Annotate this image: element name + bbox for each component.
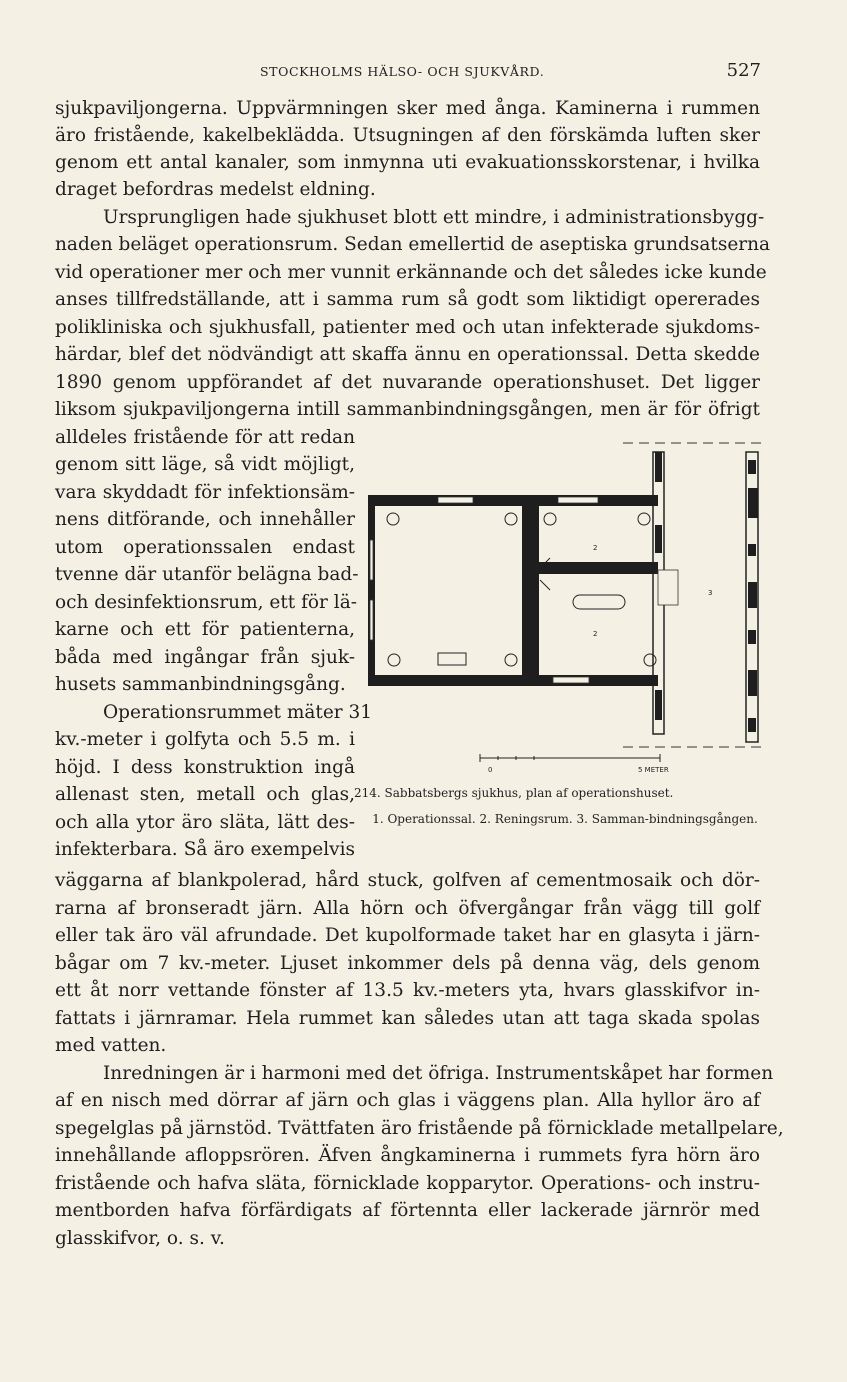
text-line: utom operationssalen endast — [55, 537, 355, 558]
text-line: fristående och hafva släta, förnicklade kopparytor. Operations- och instru- — [55, 1173, 760, 1194]
text-line: husets sammanbindningsgång. — [55, 674, 346, 695]
text-line: äro fristående, kakelbeklädda. Utsugningen af den förskämda luften sker — [55, 125, 760, 146]
running-title: STOCKHOLMS HÄLSO- OCH SJUKVÅRD. — [260, 64, 545, 79]
text-line: infekterbara. Så äro exempelvis — [55, 839, 355, 860]
text-line: alldeles fristående för att redan — [55, 427, 355, 448]
text-line: af en nisch med dörrar af järn och glas i väggens plan. Alla hyllor äro af — [55, 1090, 760, 1111]
scale-label: 5 METER — [638, 766, 669, 774]
text-line: sjukpaviljongerna. Uppvärmningen sker med ånga. Kaminerna i rummen — [55, 98, 760, 119]
text-line: tvenne där utanför belägna bad- — [55, 564, 359, 585]
fixtures — [387, 513, 656, 666]
scale-start-label: 0 — [488, 766, 493, 774]
text-line: bågar om 7 kv.-meter. Ljuset inkommer dels på denna väg, dels genom — [55, 953, 760, 974]
text-line: mentborden hafva förfärdigats af förtennta eller lackerade järnrör med — [55, 1200, 760, 1221]
text-line: spegelglas på järnstöd. Tvättfaten äro fristående på förnicklade metallpelare, — [55, 1118, 784, 1139]
room-label: 2 — [593, 630, 598, 638]
text-line: kv.-meter i golfyta och 5.5 m. i — [55, 729, 355, 750]
text-line: båda med ingångar från sjuk- — [55, 647, 355, 668]
text-line: anses tillfredställande, att i samma rum så godt som liktidigt opererades — [55, 289, 760, 310]
text-line: allenast sten, metall och glas, — [55, 784, 355, 805]
text-line: fattats i järnramar. Hela rummet kan således utan att taga skada spolas — [55, 1008, 760, 1029]
text-line: ett åt norr vettande fönster af 13.5 kv.-meters yta, hvars glasskifvor in- — [55, 980, 760, 1001]
text-line: polikliniska och sjukhusfall, patienter med och utan infekterade sjukdoms- — [55, 317, 760, 338]
room-label: 2 — [593, 544, 598, 552]
text-line: rarna af bronseradt järn. Alla hörn och öfvergångar från vägg till golf — [55, 898, 760, 919]
corridor-dashed-outline — [623, 443, 766, 747]
text-line: genom sitt läge, så vidt möjligt, — [55, 454, 355, 475]
text-line: genom ett antal kanaler, som inmynna uti evakuationsskorstenar, i hvilka — [55, 152, 760, 173]
page-number: 527 — [726, 60, 761, 81]
text-line: och alla ytor äro släta, lätt des- — [55, 812, 355, 833]
text-line: och desinfektionsrum, ett för lä- — [55, 592, 357, 613]
page-header — [55, 62, 765, 86]
text-line: härdar, blef det nödvändigt att skaffa ännu en operationssal. Detta skedde — [55, 344, 760, 365]
text-line: karne och ett för patienterna, — [55, 619, 355, 640]
text-line: med vatten. — [55, 1035, 167, 1056]
text-line: draget befordras medelst eldning. — [55, 179, 376, 200]
text-line: väggarna af blankpolerad, hård stuck, golfven af cementmosaik och dör- — [55, 870, 760, 891]
text-line: vid operationer mer och mer vunnit erkännande och det således icke kunde — [55, 262, 767, 283]
building-outer-walls — [368, 495, 658, 686]
text-line: eller tak äro väl afrundade. Det kupolformade taket har en glasyta i järn- — [55, 925, 760, 946]
text-line: Inredningen är i harmoni med det öfriga. Instrumentskåpet har formen — [103, 1063, 774, 1084]
text-line: glasskifvor, o. s. v. — [55, 1228, 225, 1249]
text-line: innehållande afloppsrören. Äfven ångkaminerna i rummets fyra hörn äro — [55, 1145, 760, 1166]
text-line: naden beläget operationsrum. Sedan emellertid de aseptiska grundsatserna — [55, 234, 771, 255]
scale-bar — [480, 754, 660, 762]
text-line: liksom sjukpaviljongerna intill sammanbindningsgången, men är för öfrigt — [55, 399, 760, 420]
text-line: Ursprungligen hade sjukhuset blott ett mindre, i administrationsbygg- — [103, 207, 765, 228]
text-line: höjd. I dess konstruktion ingå — [55, 757, 355, 778]
text-line: 1890 genom uppförandet af det nuvarande operationshuset. Det ligger — [55, 372, 760, 393]
text-line: vara skyddadt för infektionsäm- — [55, 482, 355, 503]
figure-legend: 1. Operationssal. 2. Reningsrum. 3. Samman-bindningsgången. — [372, 812, 758, 826]
figure-caption: 214. Sabbatsbergs sjukhus, plan af operationshuset. — [354, 786, 674, 800]
floor-plan-figure — [368, 440, 768, 840]
room-label: 3 — [708, 589, 713, 597]
text-line: Operationsrummet mäter 31 — [103, 702, 373, 723]
text-line: nens ditförande, och innehåller — [55, 509, 355, 530]
